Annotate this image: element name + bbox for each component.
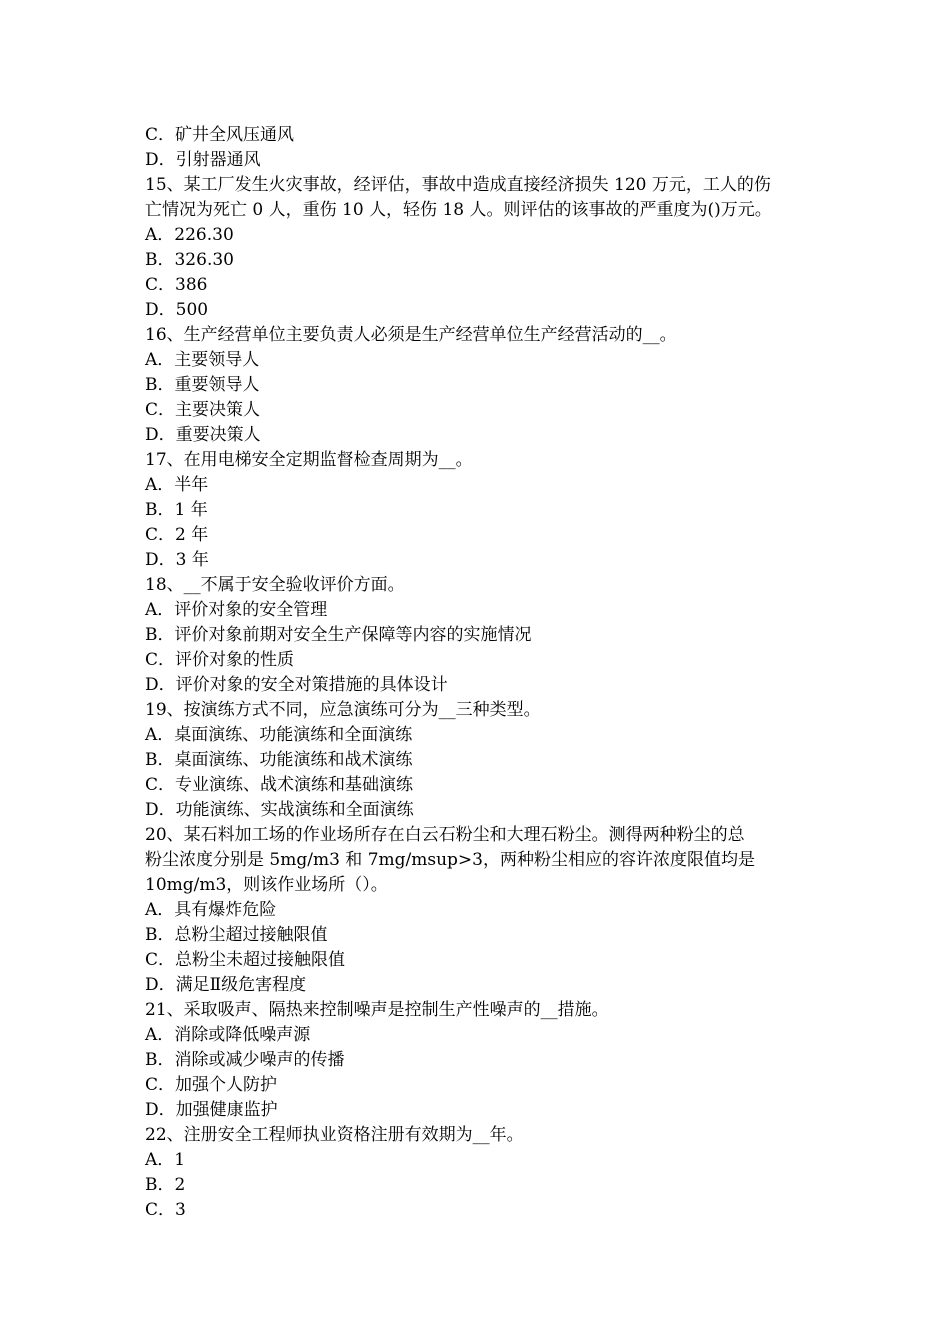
answer-option: C．加强个人防护 <box>145 1075 278 1095</box>
answer-option: C．2 年 <box>145 525 209 545</box>
answer-option: C．386 <box>145 275 208 295</box>
answer-option: A．主要领导人 <box>145 350 260 370</box>
answer-option: A．消除或降低噪声源 <box>145 1025 311 1045</box>
question-text-line: 21、采取吸声、隔热来控制噪声是控制生产性噪声的__措施。 <box>145 1000 609 1020</box>
question-text-line: 16、生产经营单位主要负责人必须是生产经营单位生产经营活动的__。 <box>145 325 677 345</box>
question-text-line: 20、某石料加工场的作业场所存在白云石粉尘和大理石粉尘。测得两种粉尘的总 <box>145 825 745 845</box>
answer-option: A．桌面演练、功能演练和全面演练 <box>145 725 413 745</box>
answer-option: D．功能演练、实战演练和全面演练 <box>145 800 414 820</box>
answer-option: D．评价对象的安全对策措施的具体设计 <box>145 675 448 695</box>
answer-option: D．重要决策人 <box>145 425 261 445</box>
answer-option: B．326.30 <box>145 250 234 270</box>
answer-option: B．总粉尘超过接触限值 <box>145 925 328 945</box>
question-text-line: 15、某工厂发生火灾事故，经评估，事故中造成直接经济损失 120 万元，工人的伤 <box>145 175 771 195</box>
answer-option: C．总粉尘未超过接触限值 <box>145 950 346 970</box>
question-text-line: 18、__不属于安全验收评价方面。 <box>145 575 405 595</box>
answer-option: B．评价对象前期对安全生产保障等内容的实施情况 <box>145 625 532 645</box>
answer-option: D．引射器通风 <box>145 150 261 170</box>
answer-option: B．消除或减少噪声的传播 <box>145 1050 345 1070</box>
answer-option: C．主要决策人 <box>145 400 261 420</box>
answer-option: B．1 年 <box>145 500 208 520</box>
answer-option: B．桌面演练、功能演练和战术演练 <box>145 750 413 770</box>
answer-option: D．加强健康监护 <box>145 1100 278 1120</box>
answer-option: B．重要领导人 <box>145 375 260 395</box>
question-text-line: 10mg/m3，则该作业场所（）。 <box>145 875 388 895</box>
answer-option: A．226.30 <box>145 225 234 245</box>
question-text-line: 17、在用电梯安全定期监督检查周期为__。 <box>145 450 473 470</box>
answer-option: B．2 <box>145 1175 186 1195</box>
answer-option: C．专业演练、战术演练和基础演练 <box>145 775 414 795</box>
question-text-line: 19、按演练方式不同，应急演练可分为__三种类型。 <box>145 700 541 720</box>
question-text-line: 22、注册安全工程师执业资格注册有效期为__年。 <box>145 1125 524 1145</box>
answer-option: C．评价对象的性质 <box>145 650 295 670</box>
answer-option: C．矿井全风压通风 <box>145 125 295 145</box>
answer-option: D．3 年 <box>145 550 209 570</box>
question-text-line: 亡情况为死亡 0 人，重伤 10 人，轻伤 18 人。则评估的该事故的严重度为()万元。 <box>145 200 772 220</box>
answer-option: A．1 <box>145 1150 186 1170</box>
answer-option: A．半年 <box>145 475 209 495</box>
answer-option: D．满足Ⅱ级危害程度 <box>145 975 307 995</box>
question-text-line: 粉尘浓度分别是 5mg/m3 和 7mg/msup>3，两种粉尘相应的容许浓度限值均是 <box>145 850 755 870</box>
answer-option: A．具有爆炸危险 <box>145 900 277 920</box>
answer-option: A．评价对象的安全管理 <box>145 600 328 620</box>
document-page <box>145 123 815 1223</box>
answer-option: C．3 <box>145 1200 186 1220</box>
answer-option: D．500 <box>145 300 209 320</box>
